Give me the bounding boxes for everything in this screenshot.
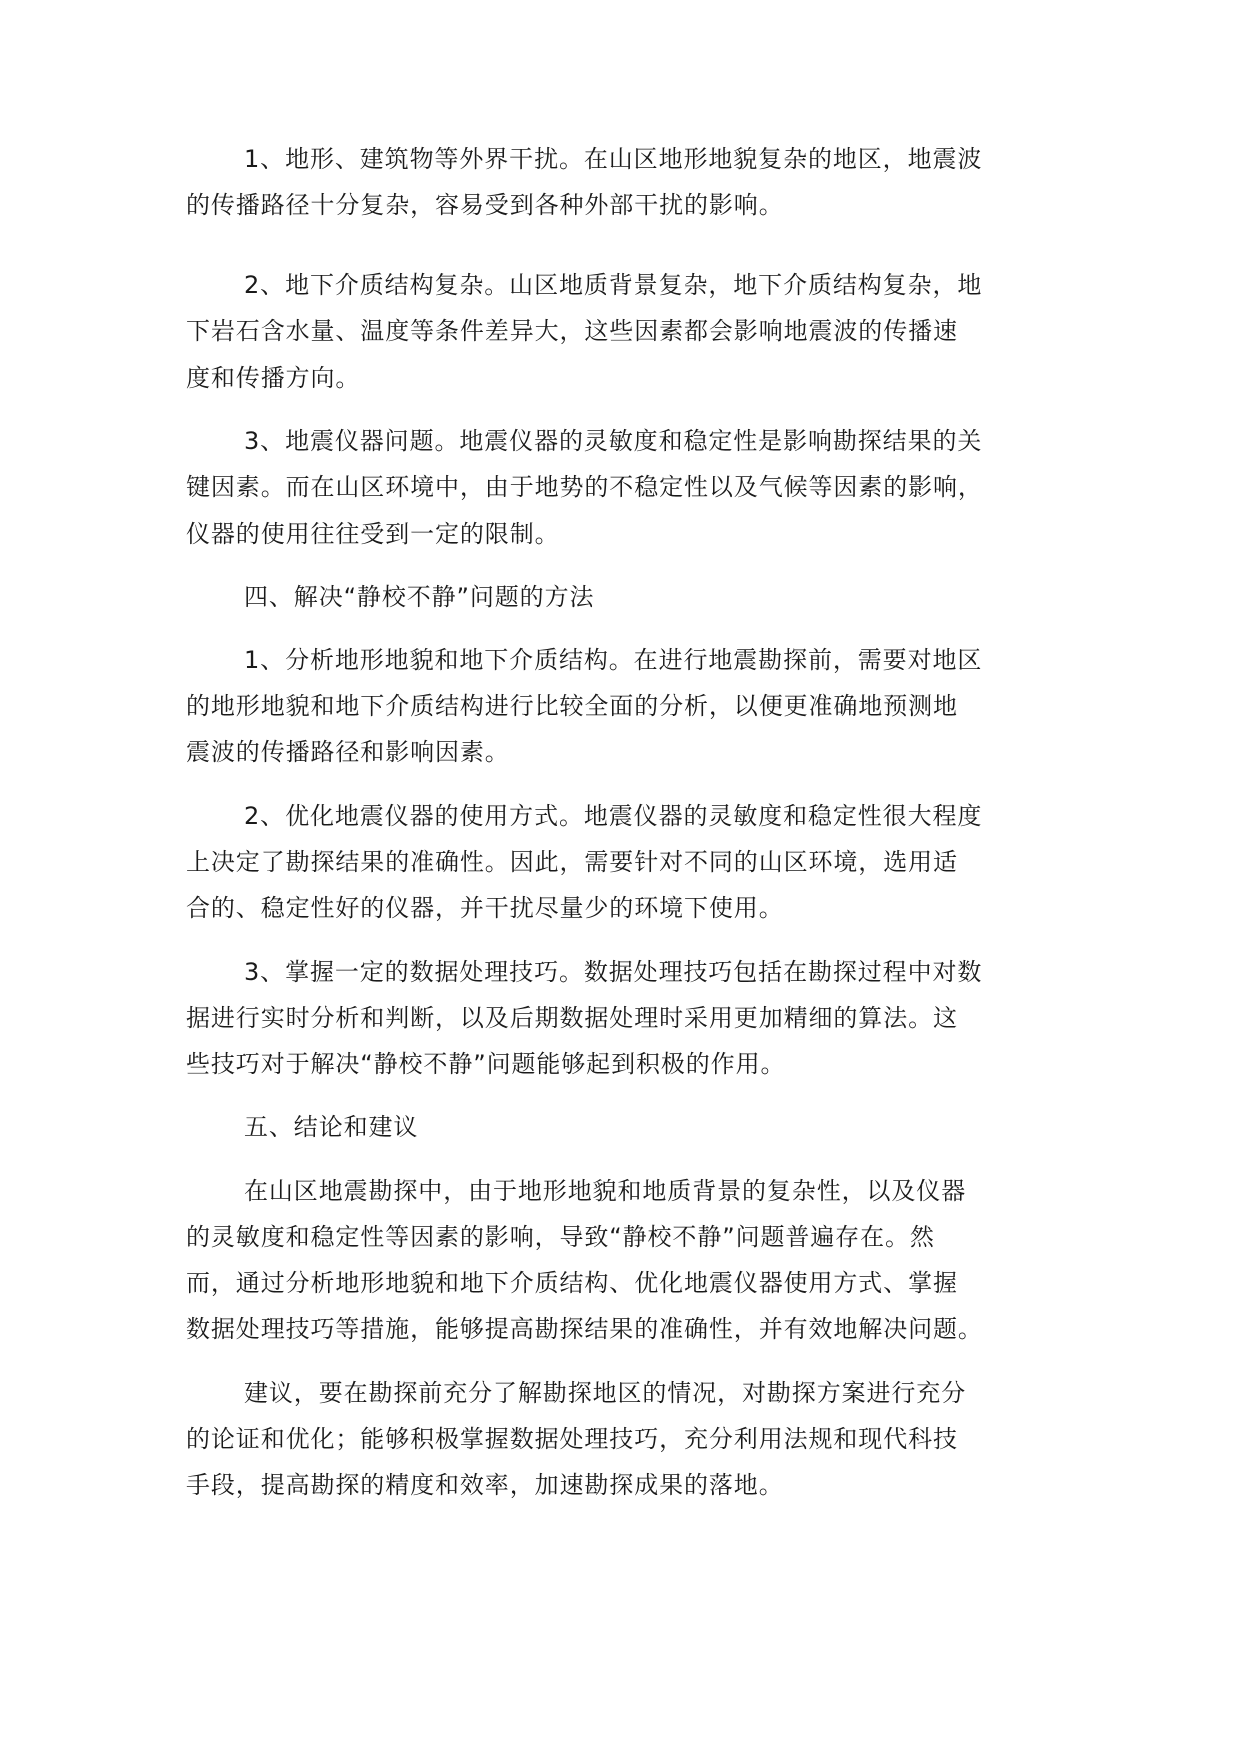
- paragraph-9-line-3: 而，通过分析地形地貌和地下介质结构、优化地震仪器使用方式、掌握: [186, 1269, 958, 1297]
- paragraph-7-line-3: 些技巧对于解决“静校不静”问题能够起到积极的作用。: [186, 1050, 786, 1078]
- paragraph-1-line-2: 的传播路径十分复杂，容易受到各种外部干扰的影响。: [186, 191, 784, 219]
- paragraph-9-line-2: 的灵敏度和稳定性等因素的影响，导致“静校不静”问题普遍存在。然: [186, 1223, 935, 1251]
- paragraph-6-line-3: 合的、稳定性好的仪器，并干扰尽量少的环境下使用。: [186, 894, 784, 922]
- paragraph-7-line-1: 3、掌握一定的数据处理技巧。数据处理技巧包括在勘探过程中对数: [244, 958, 983, 986]
- paragraph-9-line-4: 数据处理技巧等措施，能够提高勘探结果的准确性，并有效地解决问题。: [186, 1315, 983, 1343]
- section-heading-five: 五、结论和建议: [244, 1113, 419, 1141]
- paragraph-1-line-1: 1、地形、建筑物等外界干扰。在山区地形地貌复杂的地区，地震波: [244, 145, 983, 173]
- paragraph-3-line-2: 键因素。而在山区环境中，由于地势的不稳定性以及气候等因素的影响，: [186, 473, 983, 501]
- paragraph-7-line-2: 据进行实时分析和判断，以及后期数据处理时采用更加精细的算法。这: [186, 1004, 958, 1032]
- paragraph-9-line-1: 在山区地震勘探中，由于地形地貌和地质背景的复杂性，以及仪器: [244, 1177, 967, 1205]
- paragraph-5-line-1: 1、分析地形地貌和地下介质结构。在进行地震勘探前，需要对地区: [244, 646, 983, 674]
- paragraph-2-line-3: 度和传播方向。: [186, 364, 361, 392]
- paragraph-2-line-2: 下岩石含水量、温度等条件差异大，这些因素都会影响地震波的传播速: [186, 317, 958, 345]
- section-heading-four: 四、解决“静校不静”问题的方法: [244, 583, 595, 611]
- paragraph-3-line-3: 仪器的使用往往受到一定的限制。: [186, 520, 560, 548]
- paragraph-10-line-3: 手段，提高勘探的精度和效率，加速勘探成果的落地。: [186, 1471, 784, 1499]
- paragraph-6-line-2: 上决定了勘探结果的准确性。因此，需要针对不同的山区环境，选用适: [186, 848, 958, 876]
- paragraph-5-line-3: 震波的传播路径和影响因素。: [186, 738, 510, 766]
- paragraph-3-line-1: 3、地震仪器问题。地震仪器的灵敏度和稳定性是影响勘探结果的关: [244, 427, 983, 455]
- paragraph-5-line-2: 的地形地貌和地下介质结构进行比较全面的分析，以便更准确地预测地: [186, 692, 958, 720]
- paragraph-2-line-1: 2、地下介质结构复杂。山区地质背景复杂，地下介质结构复杂，地: [244, 271, 983, 299]
- paragraph-6-line-1: 2、优化地震仪器的使用方式。地震仪器的灵敏度和稳定性很大程度: [244, 802, 983, 830]
- paragraph-10-line-2: 的论证和优化；能够积极掌握数据处理技巧，充分利用法规和现代科技: [186, 1425, 958, 1453]
- paragraph-10-line-1: 建议，要在勘探前充分了解勘探地区的情况，对勘探方案进行充分: [244, 1379, 967, 1407]
